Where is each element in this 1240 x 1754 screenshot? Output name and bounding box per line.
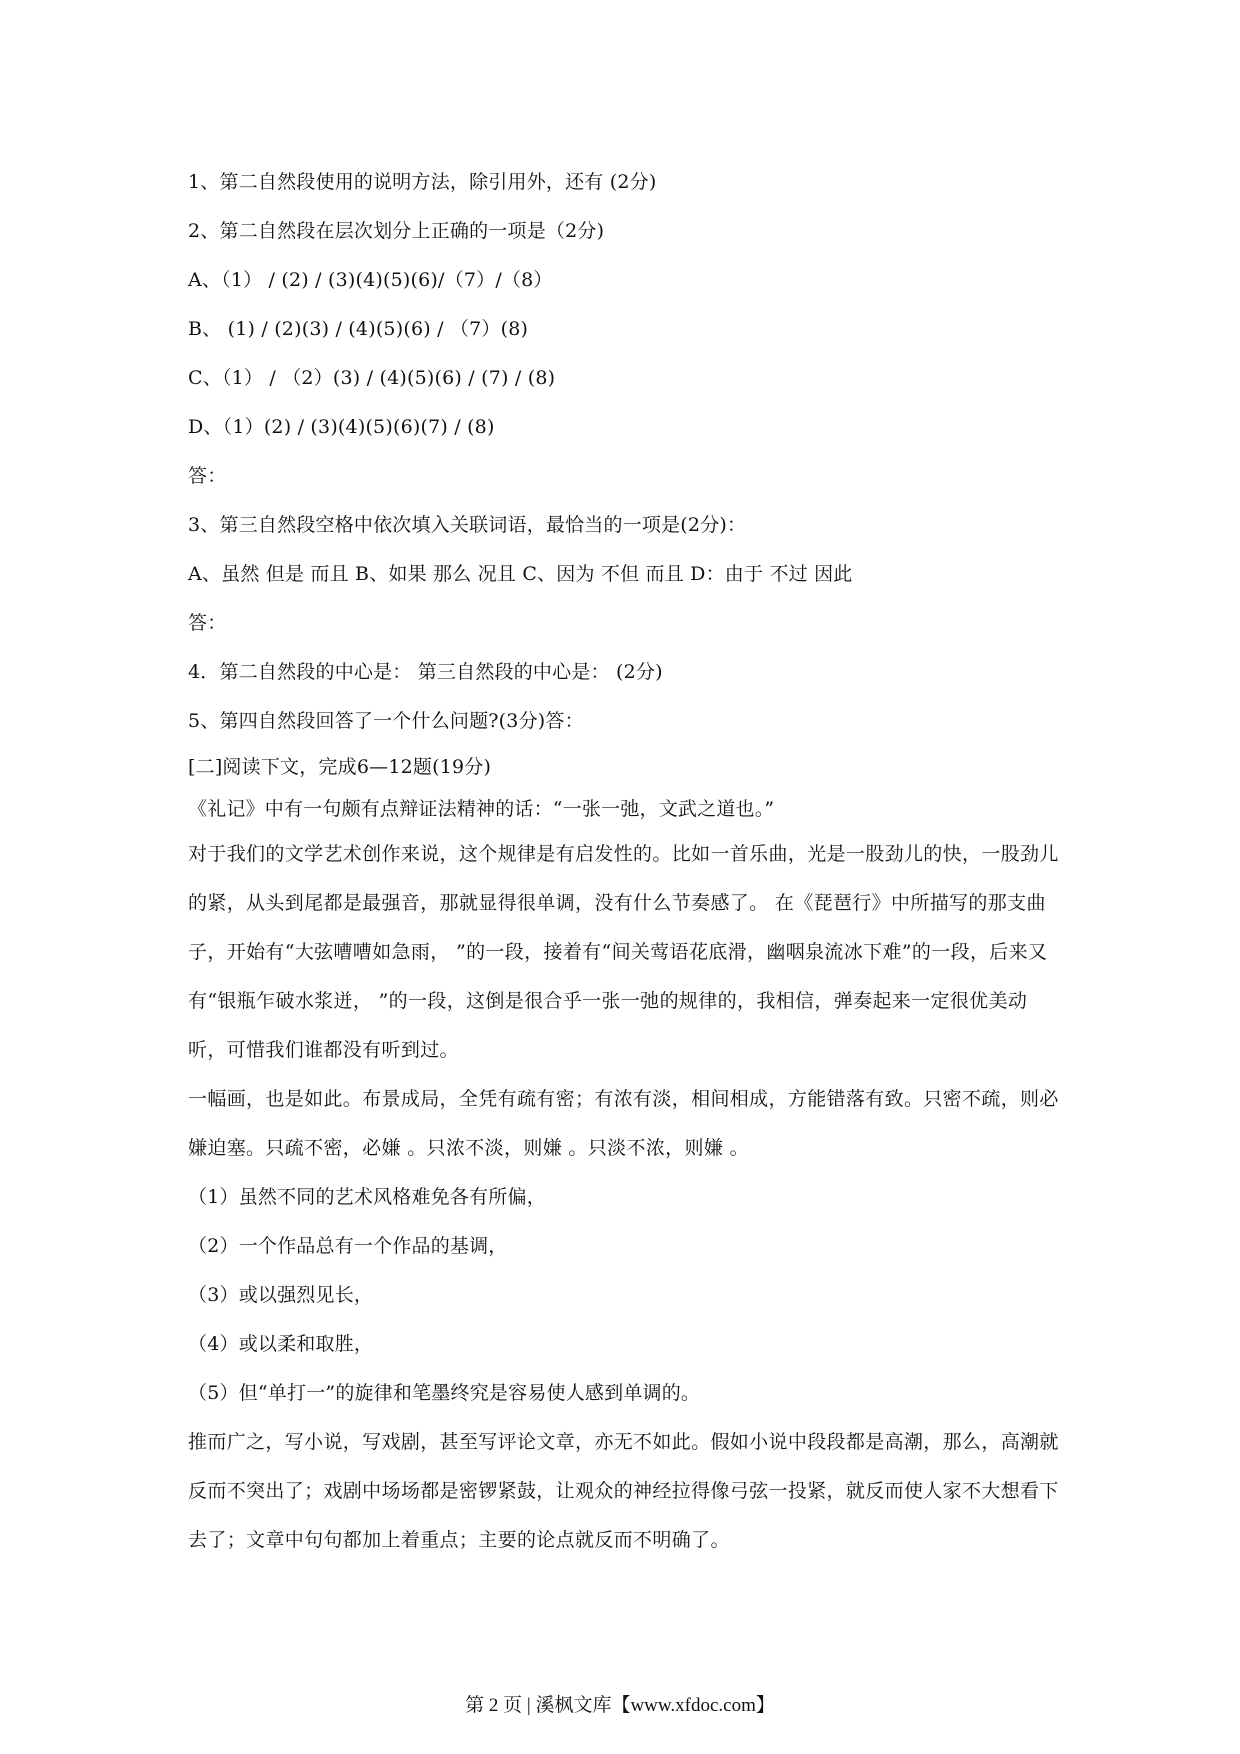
quote-line: 《礼记》中有一句颇有点辩证法精神的话：“一张一弛，文武之道也。”	[188, 798, 775, 820]
option-2c: C、（1） / （2）(3) / (4)(5)(6) / (7) / (8)	[188, 367, 556, 389]
options-3: A、虽然 但是 而且 B、如果 那么 况且 C、因为 不但 而且 D：由于 不过 因此	[188, 563, 853, 585]
question-3: 3、第三自然段空格中依次填入关联词语，最恰当的一项是(2分)：	[188, 514, 747, 536]
answer-label: 答：	[188, 465, 227, 487]
sentence-item-4: （4）或以柔和取胜，	[188, 1333, 374, 1355]
sentence-item-2: （2）一个作品总有一个作品的基调，	[188, 1235, 508, 1257]
option-2a: A、（1） / (2) / (3)(4)(5)(6)/（7）/（8）	[188, 269, 553, 291]
page-footer: 第 2 页 | 溪枫文库【www.xfdoc.com】	[465, 1695, 775, 1716]
sentence-item-3: （3）或以强烈见长，	[188, 1284, 374, 1306]
document-body	[188, 158, 1060, 1565]
paragraph-painting: 一幅画，也是如此。布景成局，全凭有疏有密；有浓有淡，相间相成，方能错落有致。只密不疏，则必嫌迫塞。只疏不密，必嫌 。只浓不淡，则嫌 。只淡不浓，则嫌 。	[188, 1088, 1059, 1159]
option-2d: D、（1）(2) / (3)(4)(5)(6)(7) / (8)	[188, 416, 495, 438]
question-1: 1、第二自然段使用的说明方法，除引用外，还有 (2分)	[188, 171, 657, 193]
question-5: 5、第四自然段回答了一个什么问题?(3分)答：	[188, 710, 584, 732]
paragraph-writing: 推而广之，写小说，写戏剧，甚至写评论文章，亦无不如此。假如小说中段段都是高潮，那么，高潮就反而不突出了；戏剧中场场都是密锣紧鼓，让观众的神经拉得像弓弦一投紧，就反而使人家不大想看下去了；文章中句句都加上着重点；主要的论点就反而不明确了。	[188, 1431, 1059, 1551]
sentence-item-1: （1）虽然不同的艺术风格难免各有所偏，	[188, 1186, 546, 1208]
paragraph-music: 对于我们的文学艺术创作来说，这个规律是有启发性的。比如一首乐曲，光是一股劲儿的快，一股劲儿的紧，从头到尾都是最强音，那就显得很单调，没有什么节奏感了。 在《琵琶行》中所描写的那支曲子，开始有“大弦嘈嘈如急雨， ”的一段，接着有“间关莺语花底滑，幽咽泉流冰下难”的一段，后来又有“银瓶乍破水浆迸， ”的一段，这倒是很合乎一张一弛的规律的，我相信，弹奏起来一定很优美动听，可惜我们谁都没有听到过。	[188, 843, 1059, 1061]
answer-label: 答：	[188, 612, 227, 634]
sentence-item-5: （5）但“单打一”的旋律和笔墨终究是容易使人感到单调的。	[188, 1382, 701, 1404]
question-2: 2、第二自然段在层次划分上正确的一项是（2分)	[188, 220, 605, 242]
section-heading: [二]阅读下文，完成6—12题(19分)	[188, 756, 492, 778]
option-2b: B、 (1) / (2)(3) / (4)(5)(6) / （7）(8)	[188, 318, 529, 340]
question-4: 4．第二自然段的中心是： 第三自然段的中心是： (2分)	[188, 661, 663, 683]
